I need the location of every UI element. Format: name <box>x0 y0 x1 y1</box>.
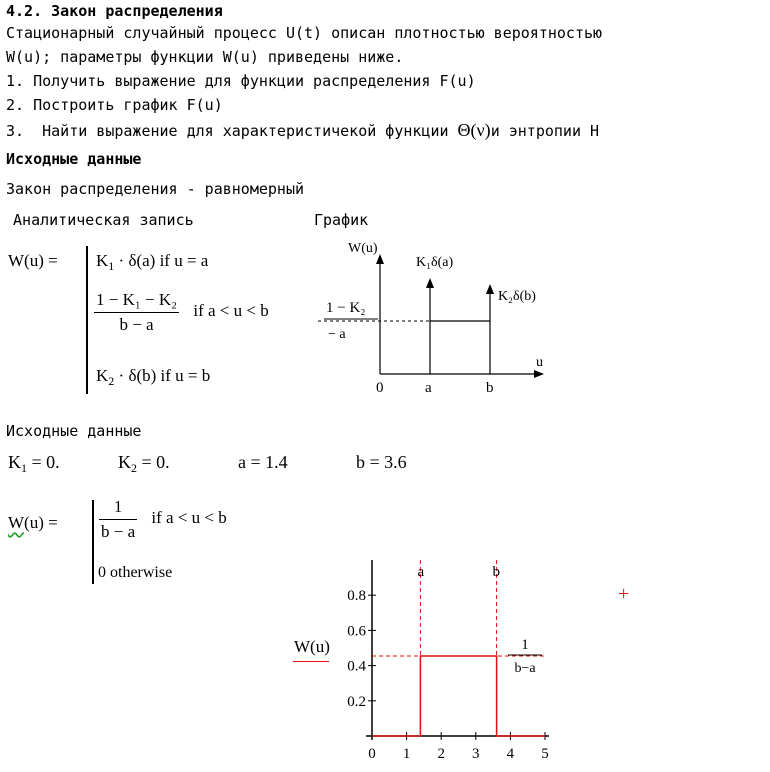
plot-marker-a-label: a <box>417 564 425 580</box>
sketch-spike-a-label: K₁δ(a) <box>416 255 454 270</box>
data-heading: Исходные данные <box>6 422 142 440</box>
k2-subscript: 2 <box>108 374 115 388</box>
task-2: 2. Построить график F(u) <box>6 96 223 114</box>
piecewise-row-3 <box>96 366 210 389</box>
row-3-condition: · δ(b) if u = b <box>114 366 211 385</box>
piecewise-row-2 <box>94 290 269 335</box>
graph-heading: График <box>314 211 369 229</box>
plot-y-tick-label-0.8: 0.8 <box>347 588 366 605</box>
plot-level-denominator: b−a <box>514 661 536 677</box>
k1-subscript: 1 <box>108 259 115 273</box>
w2-lhs <box>8 513 58 533</box>
task-3-suffix: и энтропии H <box>490 122 600 140</box>
sketch-tick-a: a <box>425 380 432 396</box>
row-2-numerator: 1 − K₁ − K₂ <box>94 290 179 313</box>
source-data-heading: Исходные данные <box>6 150 142 168</box>
param-k2-value: = 0. <box>137 452 170 472</box>
w2-condition: if a < u < b <box>151 508 227 528</box>
sketch-spike-a-arrow-icon <box>426 278 434 288</box>
w2-numerator: 1 <box>99 497 137 520</box>
plot-x-tick-label-2: 2 <box>437 746 445 762</box>
w2-fraction <box>99 497 137 542</box>
analytic-heading: Аналитическая запись <box>4 211 194 229</box>
sketch-y-label: W(u) <box>348 241 378 256</box>
plot-x-tick-label-5: 5 <box>541 746 549 762</box>
plot-cross-marker: + <box>618 583 630 605</box>
sketch-tick-0: 0 <box>376 380 384 396</box>
sketch-level-numerator: 1 − K₂ <box>326 300 366 316</box>
row-1-condition: · δ(a) if u = a <box>114 251 209 270</box>
param-a: a = 1.4 <box>238 452 288 472</box>
param-k1-value: = 0. <box>27 452 60 472</box>
plot-x-tick-label-4: 4 <box>506 746 515 762</box>
w2-row-1 <box>99 497 227 542</box>
plot-y-label: W(u) <box>294 637 330 656</box>
row-2-fraction <box>94 290 179 335</box>
task-3-prefix: 3. Найти выражение для характеристичекой функции <box>6 122 458 140</box>
intro-line-2: W(u); параметры функции W(u) приведены ниже. <box>6 48 404 66</box>
sketch-x-label: u <box>536 355 543 370</box>
w2-w-symbol: W <box>8 513 25 532</box>
piecewise-row-1 <box>96 251 208 274</box>
w2-denominator: b − a <box>101 522 136 541</box>
plot-y-tick-label-0.4: 0.4 <box>347 658 366 675</box>
sketch-tick-b: b <box>486 380 494 396</box>
w2-row-2: 0 otherwise <box>98 564 173 581</box>
param-k2 <box>118 452 170 476</box>
section-title: 4.2. Закон распределения <box>6 2 223 20</box>
row-2-denominator: b − a <box>119 315 154 334</box>
task-3-theta: Θ(ν) <box>457 120 491 140</box>
row-2-condition: if a < u < b <box>193 301 269 321</box>
sketch-spike-b-arrow-icon <box>486 284 494 294</box>
k1-symbol: K <box>96 251 109 270</box>
task-1: 1. Получить выражение для функции распределения F(u) <box>6 72 476 90</box>
plot-x-tick-label-0: 0 <box>368 746 376 762</box>
w2-lhs-rest: (u) = <box>24 513 58 532</box>
sketch-graph <box>318 236 558 396</box>
param-b: b = 3.6 <box>356 452 407 472</box>
plot-y-tick-label-0.2: 0.2 <box>347 693 366 710</box>
distribution-law: Закон распределения - равномерный <box>6 180 305 198</box>
task-3 <box>6 120 599 141</box>
w2-brace <box>92 500 94 584</box>
plot-level-numerator: 1 <box>521 637 529 654</box>
param-k1 <box>8 452 60 476</box>
w-lhs: W(u) = <box>8 251 58 270</box>
sketch-x-arrow-icon <box>534 370 544 378</box>
plot-marker-b-label: b <box>492 564 501 580</box>
sketch-spike-b-label: K₂δ(b) <box>498 289 536 304</box>
param-k2-symbol: K <box>118 452 131 472</box>
plot-x-tick-label-3: 3 <box>472 746 480 762</box>
k2-symbol: K <box>96 366 109 385</box>
param-k2-subscript: 2 <box>131 461 137 475</box>
param-k1-symbol: K <box>8 452 21 472</box>
plot-x-tick-label-1: 1 <box>402 746 411 762</box>
param-k1-subscript: 1 <box>21 461 27 475</box>
piecewise-brace <box>86 246 88 394</box>
sketch-level-denominator: − a <box>328 327 346 342</box>
plot-y-tick-label-0.6: 0.6 <box>347 623 366 640</box>
intro-line-1: Стационарный случайный процесс U(t) описан плотностью вероятностью <box>6 24 603 42</box>
plot-area <box>320 560 580 772</box>
